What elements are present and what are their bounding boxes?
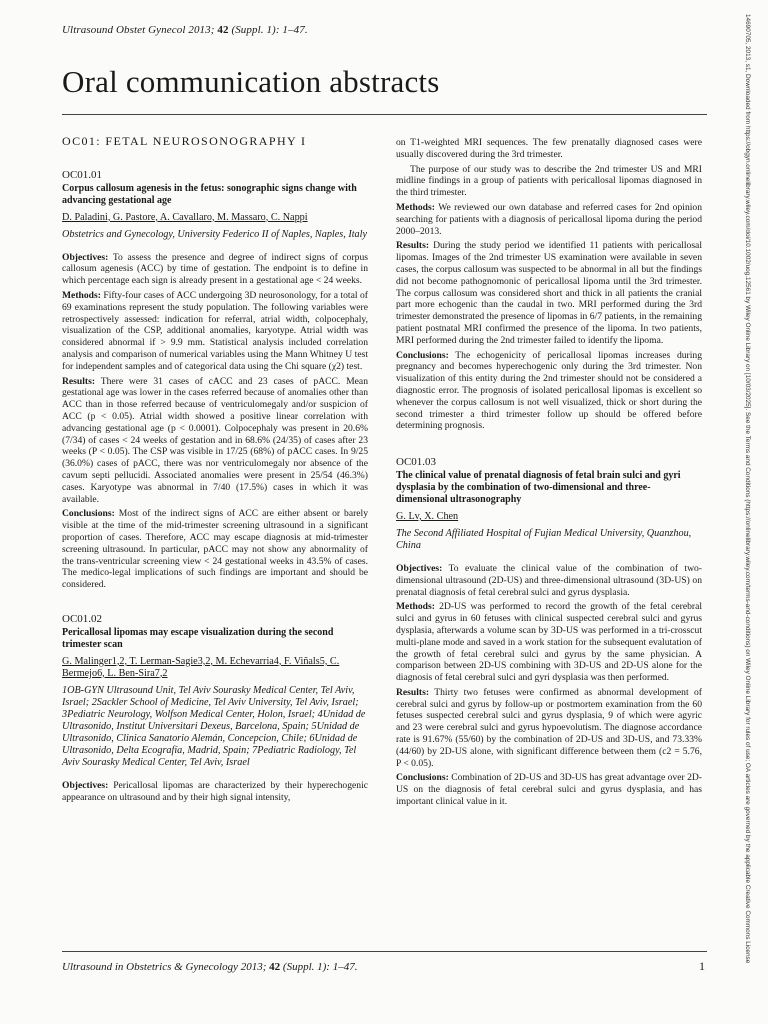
abstract-code: OC01.01 [62, 168, 103, 181]
abstract-title: Corpus callosum agenesis in the fetus: sonographic signs change with advancing gestational age [62, 182, 357, 206]
section-text: Thirty two fetuses were confirmed as abnormal development of cerebral sulci and gyrus by follow-up or postmortem examination from the 60 fetuses suspected cerebral sulci and gyrus dysplasia, 9 of which were agyric and 23 were cerebral sulci and gyrus hypoevolutism. The diagnose accordance rate is 91.67% (55/60) by the combination of 2D-US and 3D-US, and 73.33% (44/60) by 2D-US alone, with significant difference between them (c2 = 5.76, P < 0.05). [396, 686, 702, 769]
section-text: We reviewed our own database and referred cases for 2nd opinion searching for patients with a diagnosis of pericallosal lipoma during the period 2000–2013. [396, 201, 702, 237]
footer-issue-pages: (Suppl. 1): 1–47. [282, 961, 358, 973]
download-notice-sidebar [741, 14, 755, 1014]
abstract-oc01-03 [396, 457, 702, 808]
section-label: Methods: [396, 201, 435, 213]
section-text: The purpose of our study was to describe the 2nd trimester US and MRI midline findings in a group of patients with pericallosal lipomas diagnosed in the third trimester. [396, 163, 702, 199]
section-text: To assess the presence and degree of indirect signs of corpus callosum agenesis (ACC) by time of gestation. The endpoint is to define in which percentage each sign is already present in a gestational age < 24 weeks. [62, 251, 369, 287]
page-number: 1 [699, 959, 705, 973]
section-label: Results: [62, 375, 96, 387]
section-label: Conclusions: [396, 349, 449, 361]
conclusions-paragraph [396, 350, 702, 433]
abstract-oc01-02 [62, 614, 368, 803]
methods-paragraph [396, 601, 702, 684]
objectives-paragraph [62, 780, 368, 804]
section-label: Objectives: [62, 251, 109, 263]
section-text: Fifty-four cases of ACC undergoing 3D neurosonology, for a total of 69 examinations represent the study population. The following variables were retrospectively assessed: indication for referral, atrial width, colpocephaly, visualization of the CSP, additional anomalies, karyotype. Atrial width was considered abnormal if > 9.9 mm. Statistical analysis included correlation analysis and comparison of numerical variables using the Mann Whitney U test for independent samples and of categorical data using the Chi square (χ2) test. [62, 289, 368, 372]
results-paragraph [396, 240, 702, 346]
purpose-paragraph [396, 164, 702, 199]
footer-citation [62, 961, 357, 973]
authors-text: G. Malinger1,2, T. Lerman-Sagie3,2, M. Echevarria4, F. Viñals5, C. Bermejo6, L. Ben-Sira7,2 [62, 655, 340, 679]
methods-paragraph [396, 202, 702, 237]
footer-volume: 42 [269, 961, 281, 973]
right-column [396, 137, 702, 811]
section-label: Objectives: [62, 779, 109, 791]
bottom-rule [62, 951, 707, 952]
objectives-paragraph [62, 252, 368, 287]
abstract-code: OC01.03 [396, 456, 437, 469]
section-text: There were 31 cases of cACC and 23 cases of pACC. Mean gestational age was lower in the cases referred because of anomalies other than ACC than in those referred because of ventriculomegaly and/or suspicion of ACC (p < 0.05). Atrial width showed a positive linear correlation with advancing gestational age (p < 0.0001). Colpocephaly was present in 20.6% (7/34) of cases < 24 weeks of gestation and in 68.6% (24/35) of cases after 23 weeks (P < 0.05). The CSP was visible in 17/25 (68%) of pACC cases. In 9/25 (36.0%) cases of pACC, there was nor ventriculomegaly nor absence of the cavum septi pellucidi. Associated anomalies were present in 25/54 (46.3%) cases. Karyotype was abnormal in 7/40 (17.5%) cases in which it was available. [62, 375, 368, 505]
journal-issue-pages: (Suppl. 1): 1–47. [231, 24, 308, 36]
section-label: Results: [396, 686, 430, 698]
section-label: Objectives: [396, 562, 443, 574]
section-text: on T1-weighted MRI sequences. The few prenatally diagnosed cases were usually discovered during the 3rd trimester. [396, 137, 702, 160]
section-text: Pericallosal lipomas are characterized by their hyperechogenic appearance on ultrasound and by their high signal intensity, [62, 779, 368, 803]
abstract-authors [62, 656, 368, 680]
page-title: Oral communication abstracts [62, 64, 440, 99]
section-label: Conclusions: [62, 508, 115, 520]
section-label: Methods: [62, 289, 101, 301]
journal-short-name: Ultrasound Obstet Gynecol [62, 24, 186, 36]
authors-text: D. Paladini, G. Pastore, A. Cavallaro, M. Massaro, C. Nappi [62, 211, 308, 223]
abstract-affiliation: 1OB-GYN Ultrasound Unit, Tel Aviv Sourasky Medical Center, Tel Aviv, Israel; 2Sackler School of Medicine, Tel Aviv University, Tel Aviv, Israel; 3Pediatric Neurology, Wolfson Medical Center, Holon, Israel; 4Unidad de Ultrasonido, Institut Universitari Dexeus, Barcelona, Spain; 5Unidad de Ultrasonido, Clinica Sanatorio Alemán, Concepcion, Chile; 6Unidad de Ultrasonido, Delta Ecografía, Madrid, Spain; 7Pediatric Radiology, Tel Aviv Sourasky Medical Center, Tel Aviv, Israel [62, 684, 366, 768]
section-label: Methods: [396, 601, 435, 613]
authors-text: G. Lv, X. Chen [396, 510, 459, 522]
results-paragraph [62, 376, 368, 506]
running-header [62, 24, 308, 36]
footer-journal: Ultrasound in Obstetrics & Gynecology 2013; [62, 961, 267, 973]
journal-volume: 42 [217, 24, 229, 36]
top-rule [62, 114, 707, 115]
session-title: OC01: FETAL NEUROSONOGRAPHY I [62, 134, 307, 148]
section-text: Combination of 2D-US and 3D-US has great advantage over 2D-US on the diagnosis of fetal cerebral sulci and gyrus dysplasia, and has important clinical value in it. [396, 772, 702, 808]
abstract-title: Pericallosal lipomas may escape visualization during the second trimester scan [62, 626, 334, 650]
abstract-affiliation: Obstetrics and Gynecology, University Federico II of Naples, Naples, Italy [62, 228, 367, 240]
conclusions-paragraph [396, 772, 702, 807]
section-text: The echogenicity of pericallosal lipomas increases during pregnancy and becomes hyperechogenic only during the 3rd trimester. Non visualization of this entity during the 2nd trimester should not be considered a diagnostic error. The prognosis of isolated pericallosal lipomas is excellent so whenever the corpus callosum is not well visualized, thick or short during the second trimester a third trimester follow up should be offered before determining prognosis. [396, 349, 702, 432]
continued-paragraph [396, 137, 702, 161]
section-text: Most of the indirect signs of ACC are either absent or barely visible at the time of the mid-trimester screening ultrasound in a significant proportion of cases. Therefore, ACC may escape diagnosis at mid-trimester screening ultrasound. In particular, pACC may not show any abnormality of the trans-ventricular screening view < 24 gestational weeks in 43.5% of cases. The medico-legal implications of such findings are important and should be considered. [62, 508, 368, 591]
abstract-title: The clinical value of prenatal diagnosis of fetal brain sulci and gyri dysplasia by the combination of two-dimensional and three-dimensional ultrasonography [396, 469, 681, 505]
section-text: To evaluate the clinical value of the combination of two-dimensional ultrasound (2D-US) and three-dimensional ultrasound (3D-US) on prenatal diagnosis of fetal cerebral sulci and gyrus dysplasia. [396, 562, 702, 598]
abstract-authors [62, 212, 368, 224]
section-label: Conclusions: [396, 772, 449, 784]
section-text: During the study period we identified 11 patients with pericallosal lipomas. Images of the 2nd trimester US examination were available in seven cases, the corpus callosum was suspected to be abnormal in all but the findings did not become pathognomonic of pericallosal lipoma until the 3rd trimester. The corpus callosum was considered short and thick in all patients the cranial part more echogenic than the caudal in two. MRI performed during the 3rd trimester demonstrated the presence of lipomas in 6/7 patients, in the remaining patient postnatal MRI confirmed the presence of the lipoma. In two patients, MRI performed during the 2nd trimester failed to identify the lipoma. [396, 240, 702, 346]
abstract-affiliation: The Second Affiliated Hospital of Fujian Medical University, Quanzhou, China [396, 527, 692, 551]
abstract-oc01-01 [62, 170, 368, 591]
abstract-authors [396, 511, 702, 523]
conclusions-paragraph [62, 508, 368, 591]
section-label: Results: [396, 240, 430, 252]
left-column [62, 130, 368, 806]
results-paragraph [396, 687, 702, 770]
journal-year: 2013; [188, 24, 215, 36]
download-notice-text: 14690705, 2013, s1, Downloaded from https://obgyn.onlinelibrary.wiley.com/doi/10.1002/uog.12561 by Wiley Online Library on [10/03/2025]. See the Terms and Conditions (https://onlinelibrary.wiley.com/terms-and-conditions) on Wiley Online Library for rules of use; OA articles are governed by the applicable Creative Commons License [744, 14, 751, 964]
methods-paragraph [62, 290, 368, 373]
abstract-code: OC01.02 [62, 612, 103, 625]
section-text: 2D-US was performed to record the growth of the fetal cerebral sulci and gyrus in 60 fetuses with clinical suspected cerebral sulci and gyrus dysplasia, afterwards a volume scan by 3D-US was performed in a tri-crosscut multi-plane mode and saved in a work station for the subsequent evalutation of the growth of fetal cerebral sulci and gyrus by the same physician. A comparison between 2D-US combining with 3D-US and 2D-US alone for the diagnosis of fetal cerebral sulci and gyri dysplasia was then performed. [396, 601, 702, 684]
objectives-paragraph [396, 563, 702, 598]
abstract-oc01-02-continued [396, 137, 702, 432]
